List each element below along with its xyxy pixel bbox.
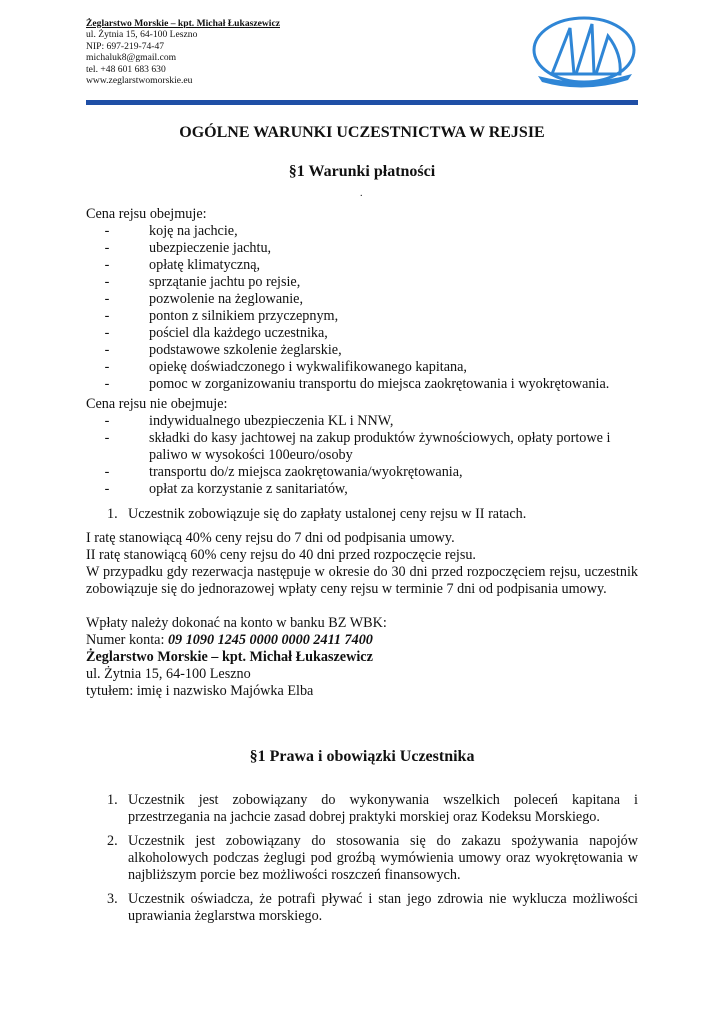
list-item: - ubezpieczenie jachtu, [104, 240, 272, 256]
section-payment-body [86, 206, 638, 700]
document-title: OGÓLNE WARUNKI UCZESTNICTWA W REJSIE [179, 124, 545, 141]
section-heading-payment: §1 Warunki płatności [288, 163, 436, 180]
list-item: - podstawowe szkolenie żeglarskie, [104, 342, 342, 358]
excludes-label: Cena rejsu nie obejmuje: [86, 396, 228, 412]
rate-second: II ratę stanowiącą 60% ceny rejsu do 40 dni przed rozpoczęcie rejsu. [86, 547, 476, 563]
company-phone: tel. +48 601 683 630 [86, 63, 166, 75]
account-label: Numer konta: [86, 632, 168, 648]
list-item: - pozwolenie na żeglowanie, [104, 291, 304, 307]
list-item: - sprzątanie jachtu po rejsie, [104, 274, 301, 290]
header-divider [86, 100, 638, 105]
rate-first: I ratę stanowiącą 40% ceny rejsu do 7 dni od podpisania umowy. [86, 530, 455, 546]
stray-dot: . [360, 188, 363, 199]
late-booking-paragraph: W przypadku gdy rezerwacja następuje w okresie do 30 dni przed rozpoczęciem rejsu, uczestnik zobowiązuje się do jednorazowej wpłaty ceny rejsu w terminie 7 dni od podpisania umowy. [86, 564, 638, 597]
payee-name: Żeglarstwo Morskie – kpt. Michał Łukaszewicz [86, 649, 373, 665]
payee-address: ul. Żytnia 15, 64-100 Leszno [86, 666, 251, 682]
numbered-item: 3. Uczestnik oświadcza, że potrafi pływać i stan jego zdrowia nie wyklucza możliwości uprawiania żeglarstwa morskiego. [107, 891, 638, 924]
section-rights-body [86, 792, 638, 925]
list-item: - ponton z silnikiem przyczepnym, [104, 308, 339, 324]
list-item: - składki do kasy jachtowej na zakup produktów żywnościowych, opłaty portowe i [104, 430, 611, 446]
list-item: - koję na jachcie, [104, 223, 238, 239]
list-item: - opłatę klimatyczną, [104, 257, 261, 273]
list-item: - pomoc w zorganizowaniu transportu do miejsca zaokrętowania i wyokrętowania. [104, 376, 610, 392]
list-item: - opiekę doświadczonego i wykwalifikowanego kapitana, [104, 359, 467, 375]
company-name: Żeglarstwo Morskie – kpt. Michał Łukaszewicz [86, 18, 280, 29]
list-item: - opłat za korzystanie z sanitariatów, [104, 481, 348, 497]
includes-label: Cena rejsu obejmuje: [86, 206, 207, 222]
includes-list [86, 223, 638, 393]
list-item: - pościel dla każdego uczestnika, [104, 325, 328, 341]
payment-title: tytułem: imię i nazwisko Majówka Elba [86, 683, 314, 699]
numbered-item: 1. Uczestnik jest zobowiązany do wykonywania wszelkich poleceń kapitana i przestrzegania na jachcie zasad dobrej praktyki morskiej oraz Kodeksu Morskiego. [107, 792, 638, 825]
company-website: www.zeglarstwomorskie.eu [86, 75, 193, 87]
company-email: michaluk8@gmail.com [86, 52, 177, 64]
section-heading-rights: §1 Prawa i obowiązki Uczestnika [249, 748, 475, 765]
list-item-continuation: paliwo w wysokości 100euro/osoby [149, 447, 353, 463]
payment-intro: Wpłaty należy dokonać na konto w banku BZ WBK: [86, 615, 387, 631]
numbered-item: 1. Uczestnik zobowiązuje się do zapłaty ustalonej ceny rejsu w II ratach. [107, 506, 527, 522]
sailing-logo-icon [530, 14, 638, 96]
account-number: 09 1090 1245 0000 0000 2411 7400 [167, 632, 373, 648]
company-nip: NIP: 697-219-74-47 [86, 40, 165, 52]
letterhead [86, 18, 280, 86]
list-item: - indywidualnego ubezpieczenia KL i NNW, [104, 413, 394, 429]
company-address: ul. Żytnia 15, 64-100 Leszno [86, 29, 198, 41]
list-item: - transportu do/z miejsca zaokrętowania/wyokrętowania, [104, 464, 463, 480]
account-line [86, 632, 638, 649]
excludes-list [86, 413, 638, 498]
numbered-item: 2. Uczestnik jest zobowiązany do stosowania się do zakazu spożywania napojów alkoholowych podczas żeglugi pod groźbą wymówienia umowy oraz wyokrętowania w najbliższym porcie bez możliwości roszczeń finansowych. [107, 833, 638, 883]
